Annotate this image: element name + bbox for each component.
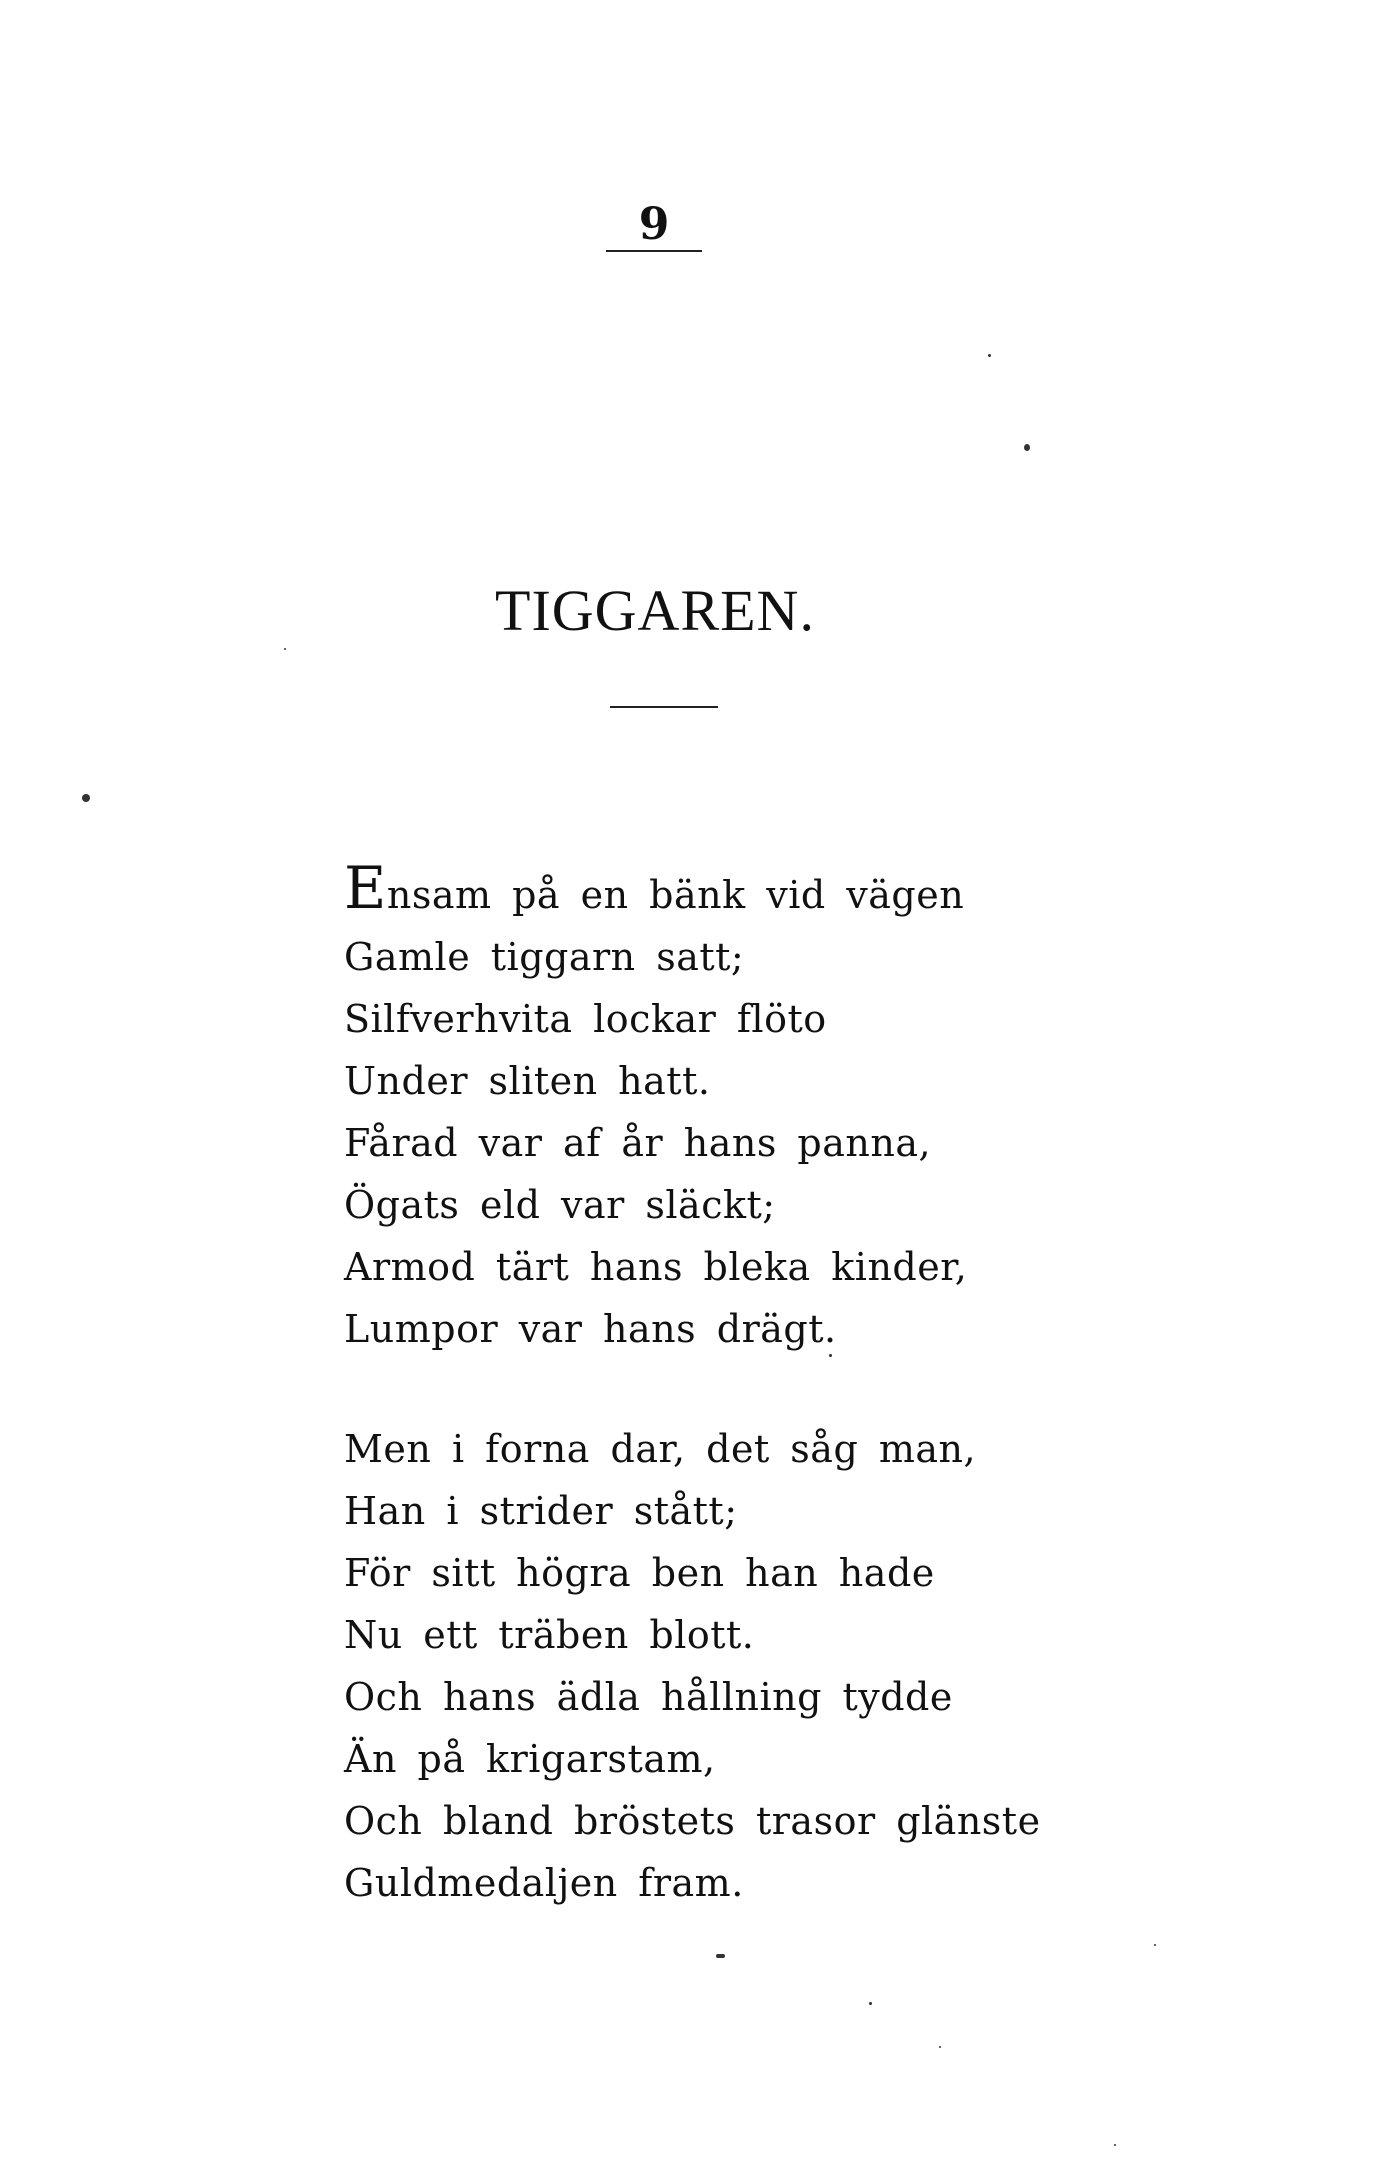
poem-line: Ögats eld var släckt; (344, 1183, 776, 1227)
stanza-2 (344, 1418, 1041, 1914)
drop-cap: E (344, 854, 387, 922)
page-number: 9 (638, 199, 670, 250)
ink-speck (82, 794, 90, 802)
poem-line: För sitt högra ben han hade (344, 1551, 935, 1595)
ink-speck (1154, 1944, 1156, 1946)
poem-line: Under sliten hatt. (344, 1059, 711, 1103)
title-rule (610, 706, 718, 708)
poem-line: Lumpor var hans drägt. (344, 1307, 837, 1351)
poem-line: Fårad var af år hans panna, (344, 1121, 932, 1165)
poem-line (344, 854, 967, 926)
ink-speck (988, 354, 991, 357)
poem-title: TIGGAREN. (495, 578, 815, 643)
ink-speck (1114, 2144, 1116, 2146)
first-line-text: nsam på en bänk vid vägen (386, 873, 965, 917)
ink-speck (1024, 444, 1030, 451)
ink-speck (869, 2002, 872, 2005)
poem-line: Men i forna dar, det såg man, (344, 1427, 977, 1471)
poem-line: Gamle tiggarn satt; (344, 935, 745, 979)
poem-line: Nu ett träben blott. (344, 1613, 755, 1657)
ink-speck (716, 1954, 725, 1958)
ink-speck (939, 2046, 941, 2048)
page-number-rule (606, 250, 702, 252)
poem-line: Än på krigarstam, (344, 1737, 716, 1781)
poem-line: Han i strider stått; (344, 1489, 738, 1533)
poem-line: Silfverhvita lockar flöto (344, 997, 827, 1041)
poem-line: Guldmedaljen fram. (344, 1861, 744, 1905)
ink-speck (284, 648, 286, 650)
ink-speck (829, 1354, 832, 1357)
stanza-1 (344, 854, 968, 1360)
poem-line: Och hans ädla hållning tydde (344, 1675, 953, 1719)
poem-line: Och bland bröstets trasor glänste (344, 1799, 1041, 1843)
poem-line: Armod tärt hans bleka kinder, (344, 1245, 968, 1289)
